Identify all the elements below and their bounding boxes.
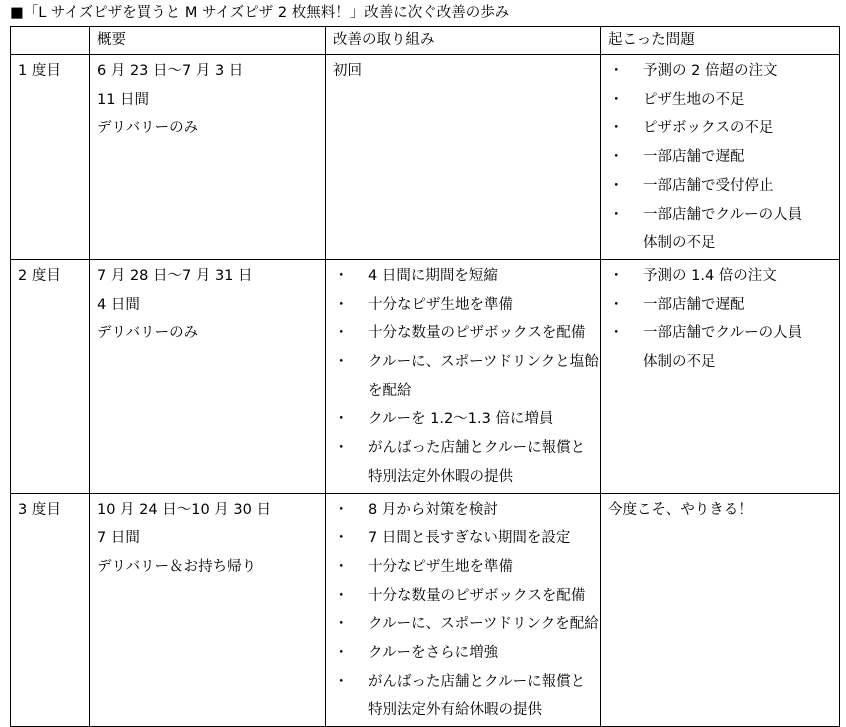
- bullet-mark: ・: [609, 120, 624, 137]
- problem-text: [643, 262, 839, 291]
- summary-line: 11 日間: [97, 91, 150, 108]
- problem-line: 予測の 2 倍超の注文: [643, 63, 778, 79]
- bullet-mark: ・: [334, 354, 349, 371]
- summary-line: 7 日間: [97, 530, 140, 547]
- bullet-mark: ・: [609, 63, 624, 79]
- bullet-mark: ・: [609, 267, 624, 284]
- problems-cell: [601, 259, 840, 493]
- action-item: [333, 291, 600, 320]
- action-list: [333, 496, 600, 726]
- problem-line: 一部店舗で遅配: [643, 149, 745, 166]
- action-item: [333, 319, 600, 348]
- problem-text: [643, 114, 839, 143]
- action-line: 特別法定外有給休暇の提供: [368, 702, 542, 719]
- action-item: [333, 524, 600, 553]
- action-line: 十分な数量のピザボックスを配備: [368, 325, 586, 342]
- action-text: [368, 405, 600, 434]
- action-line: クルーに、スポーツドリンクと塩飴: [368, 354, 599, 371]
- problem-item: [608, 319, 839, 376]
- action-line: がんばった店舗とクルーに報償と: [368, 440, 586, 457]
- bullet-mark: ・: [334, 558, 349, 575]
- problem-text: [643, 201, 839, 258]
- action-text: [368, 262, 600, 291]
- action-text: [368, 348, 600, 405]
- action-text: [368, 496, 600, 525]
- action-line: 8 月から対策を検討: [368, 501, 498, 518]
- bullet-mark: ・: [334, 673, 349, 690]
- bullet-mark: ・: [609, 177, 624, 194]
- actions-cell: [326, 493, 601, 727]
- action-line: がんばった店舗とクルーに報償と: [368, 673, 586, 690]
- problem-line: 一部店舗でクルーの人員: [643, 325, 803, 342]
- action-line: 十分な数量のピザボックスを配備: [368, 587, 586, 604]
- header-actions: 改善の取り組み: [326, 27, 601, 55]
- summary-cell: [90, 259, 326, 493]
- problem-line: 一部店舗で受付停止: [643, 177, 774, 194]
- action-text: [368, 291, 600, 320]
- bullet-mark: ・: [609, 296, 624, 313]
- problem-text: [643, 57, 839, 86]
- problem-text: [643, 172, 839, 201]
- summary-cell: [90, 55, 326, 260]
- problem-list: [608, 262, 839, 377]
- problem-line: 体制の不足: [643, 354, 716, 371]
- bullet-mark: ・: [334, 587, 349, 604]
- round-cell: 3 度目: [11, 493, 90, 727]
- action-line: 7 日間と長すぎない期間を設定: [368, 530, 571, 547]
- problems-cell: [601, 493, 840, 727]
- summary-line: デリバリーのみ: [97, 325, 199, 342]
- bullet-mark: ・: [334, 616, 349, 633]
- summary-line: 10 月 24 日～10 月 30 日: [97, 501, 271, 518]
- bullet-mark: ・: [609, 206, 624, 223]
- summary-line: 7 月 28 日～7 月 31 日: [97, 267, 253, 284]
- action-text: [368, 610, 600, 639]
- document-title: ■「L サイズピザを買うと M サイズピザ 2 枚無料！」改善に次ぐ改善の歩み: [10, 5, 510, 21]
- bullet-mark: ・: [334, 440, 349, 457]
- bullet-mark: ・: [334, 267, 349, 284]
- action-text: [368, 582, 600, 611]
- problem-text: [643, 143, 839, 172]
- problem-item: [608, 86, 839, 115]
- bullet-mark: ・: [334, 296, 349, 313]
- problem-text: [643, 86, 839, 115]
- problem-item: [608, 262, 839, 291]
- problem-line: ピザ生地の不足: [643, 91, 745, 108]
- campaign-improvement-table: [10, 26, 840, 727]
- summary-line: 6 月 23 日～7 月 3 日: [97, 63, 244, 79]
- header-round: [11, 27, 90, 55]
- header-summary: 概要: [90, 27, 326, 55]
- action-item: [333, 668, 600, 725]
- action-item: [333, 405, 600, 434]
- header-problems: 起こった問題: [601, 27, 840, 55]
- problem-line: ピザボックスの不足: [643, 120, 774, 137]
- action-item: [333, 553, 600, 582]
- action-line: クルーに、スポーツドリンクを配給: [368, 616, 599, 633]
- actions-plain-text: 初回: [333, 63, 362, 79]
- problem-line: 一部店舗でクルーの人員: [643, 206, 803, 223]
- action-line: を配給: [368, 382, 412, 399]
- action-text: [368, 553, 600, 582]
- problem-item: [608, 291, 839, 320]
- problem-list: [608, 57, 839, 258]
- problems-plain-text: 今度こそ、やりきる！: [608, 501, 753, 518]
- problem-item: [608, 114, 839, 143]
- action-item: [333, 582, 600, 611]
- table-row: [11, 259, 840, 493]
- bullet-mark: ・: [609, 149, 624, 166]
- problem-item: [608, 57, 839, 86]
- table-header-row: [11, 27, 840, 55]
- actions-cell: [326, 55, 601, 260]
- bullet-mark: ・: [609, 91, 624, 108]
- action-list: [333, 262, 600, 492]
- action-item: [333, 262, 600, 291]
- action-text: [368, 434, 600, 491]
- table-body: [11, 55, 840, 727]
- action-item: [333, 434, 600, 491]
- table-row: [11, 55, 840, 260]
- summary-line: デリバリーのみ: [97, 120, 199, 137]
- action-text: [368, 639, 600, 668]
- problem-item: [608, 143, 839, 172]
- problem-line: 予測の 1.4 倍の注文: [643, 267, 777, 284]
- problem-text: [643, 291, 839, 320]
- bullet-mark: ・: [609, 325, 624, 342]
- problem-line: 一部店舗で遅配: [643, 296, 745, 313]
- bullet-mark: ・: [334, 501, 349, 518]
- action-text: [368, 668, 600, 725]
- action-line: 十分なピザ生地を準備: [368, 558, 513, 575]
- action-text: [368, 524, 600, 553]
- round-cell: 2 度目: [11, 259, 90, 493]
- action-item: [333, 610, 600, 639]
- action-line: クルーをさらに増強: [368, 645, 499, 662]
- action-line: クルーを 1.2～1.3 倍に増員: [368, 411, 554, 428]
- bullet-mark: ・: [334, 411, 349, 428]
- problem-text: [643, 319, 839, 376]
- table-row: [11, 493, 840, 727]
- action-item: [333, 496, 600, 525]
- actions-cell: [326, 259, 601, 493]
- action-item: [333, 639, 600, 668]
- problem-item: [608, 172, 839, 201]
- action-text: [368, 319, 600, 348]
- summary-cell: [90, 493, 326, 727]
- action-line: 十分なピザ生地を準備: [368, 296, 513, 313]
- bullet-mark: ・: [334, 645, 349, 662]
- bullet-mark: ・: [334, 325, 349, 342]
- action-line: 4 日間に期間を短縮: [368, 267, 498, 284]
- problems-cell: [601, 55, 840, 260]
- summary-line: 4 日間: [97, 296, 140, 313]
- bullet-mark: ・: [334, 530, 349, 547]
- problem-line: 体制の不足: [643, 235, 716, 252]
- problem-item: [608, 201, 839, 258]
- action-item: [333, 348, 600, 405]
- action-line: 特別法定外休暇の提供: [368, 468, 513, 485]
- summary-line: デリバリー＆お持ち帰り: [97, 558, 257, 575]
- round-cell: 1 度目: [11, 55, 90, 260]
